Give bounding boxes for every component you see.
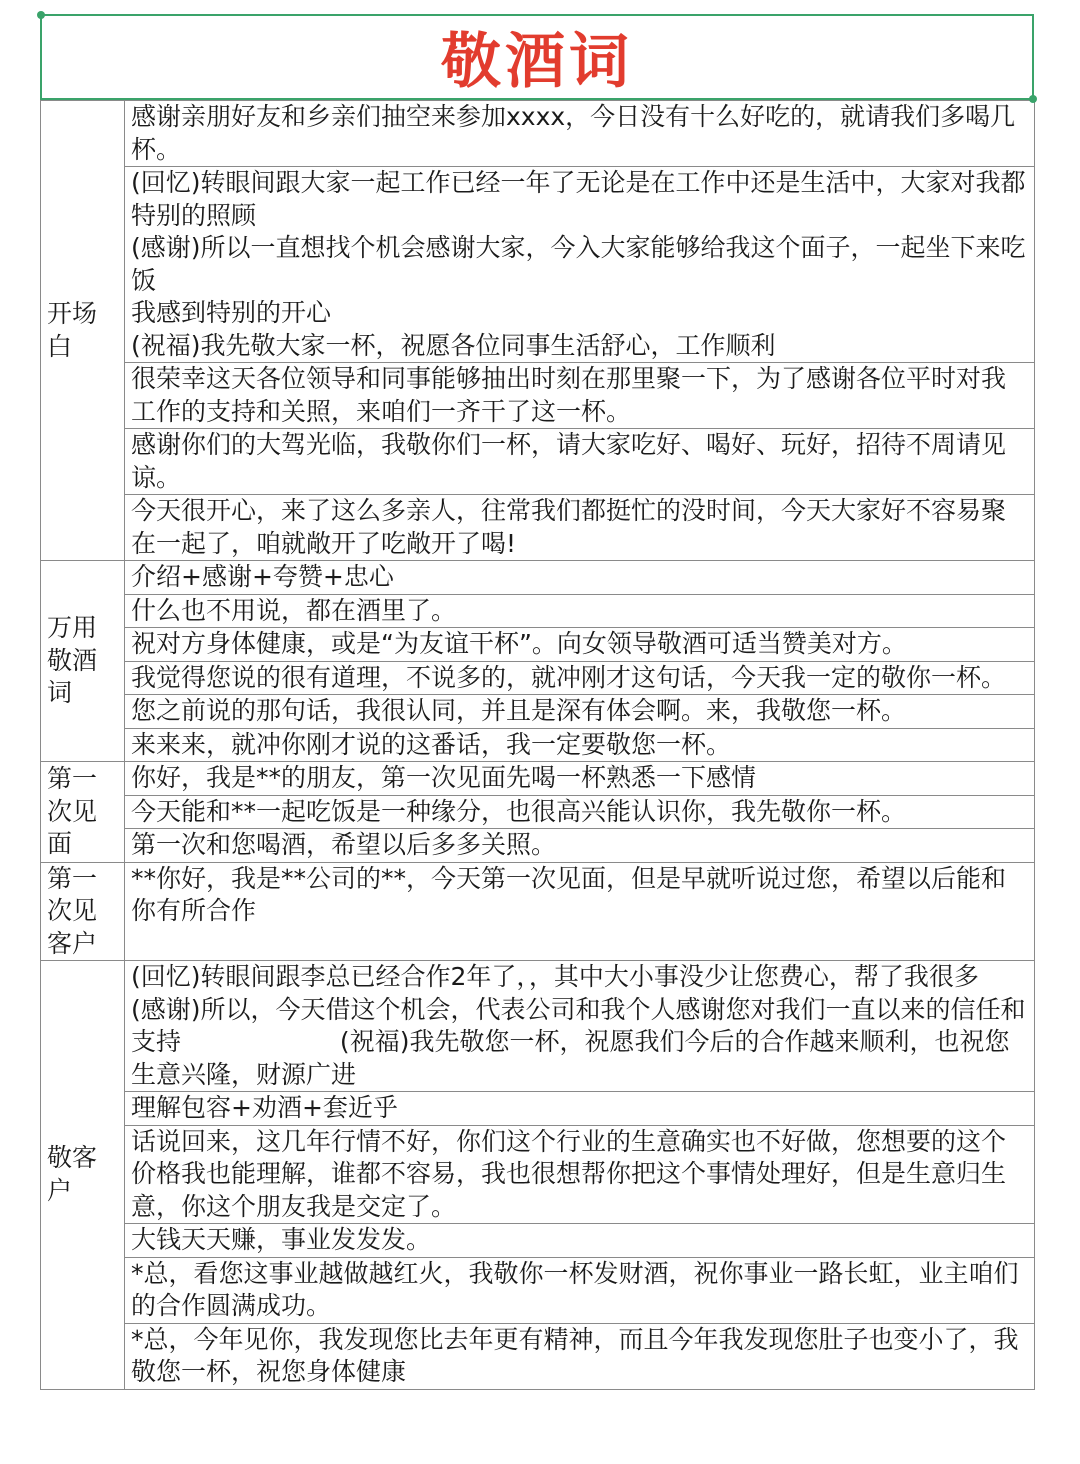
table-row — [41, 728, 1035, 762]
table-row — [41, 862, 1035, 961]
phrase-cell: *总，看您这事业越做越红火，我敬你一杯发财酒，祝你事业一路长虹，业主咱们的合作圆满成功。 — [125, 1257, 1035, 1323]
phrase-cell: *总，今年见你，我发现您比去年更有精神，而且今年我发现您肚子也变小了，我敬您一杯，祝您身体健康 — [125, 1323, 1035, 1389]
table-row — [41, 829, 1035, 863]
table-body — [41, 101, 1035, 1390]
table-row — [41, 1224, 1035, 1258]
phrase-cell: 很荣幸这天各位领导和同事能够抽出时刻在那里聚一下，为了感谢各位平时对我工作的支持和关照，来咱们一齐干了这一杯。 — [125, 363, 1035, 429]
phrase-cell: 你好，我是**的朋友，第一次见面先喝一杯熟悉一下感情 — [125, 762, 1035, 796]
page-title: 敬酒词 — [441, 27, 633, 97]
document-sheet — [40, 14, 1034, 1390]
table-row — [41, 1092, 1035, 1126]
phrase-cell: 理解包容+劝酒+套近乎 — [125, 1092, 1035, 1126]
table-row — [41, 495, 1035, 561]
table-row — [41, 1257, 1035, 1323]
table-row — [41, 661, 1035, 695]
table-row — [41, 628, 1035, 662]
category-cell: 开场白 — [41, 101, 125, 561]
phrase-cell: 感谢你们的大驾光临，我敬你们一杯，请大家吃好、喝好、玩好，招待不周请见谅。 — [125, 429, 1035, 495]
category-cell: 第一次见客户 — [41, 862, 125, 961]
phrase-cell: 来来来，就冲你刚才说的这番话，我一定要敬您一杯。 — [125, 728, 1035, 762]
phrase-cell: 感谢亲朋好友和乡亲们抽空来参加xxxx，今日没有十么好吃的，就请我们多喝几杯。 — [125, 101, 1035, 167]
table-row — [41, 167, 1035, 363]
table-row — [41, 1125, 1035, 1224]
phrase-cell: (回忆)转眼间跟大家一起工作已经一年了无论是在工作中还是生活中，大家对我都特别的照顾 (感谢)所以一直想找个机会感谢大家，今入大家能够给我这个面子，一起坐下来吃饭 我感到特别的开心 (祝福)我先敬大家一杯，祝愿各位同事生活舒心，工作顺利 — [125, 167, 1035, 363]
phrase-cell: 介绍+感谢+夸赞+忠心 — [125, 561, 1035, 595]
table-row — [41, 762, 1035, 796]
table-row — [41, 363, 1035, 429]
phrase-cell: 今天很开心，来了这么多亲人，往常我们都挺忙的没时间，今天大家好不容易聚在一起了，咱就敞开了吃敞开了喝! — [125, 495, 1035, 561]
title-box — [40, 14, 1034, 100]
phrase-cell: (回忆)转眼间跟李总已经合作2年了，，其中大小事没少让您费心，帮了我很多 (感谢)所以，今天借这个机会，代表公司和我个人感谢您对我们一直以来的信任和支持 (祝福)我先敬您一杯，祝愿我们今后的合作越来顺利，也祝您生意兴隆，财源广进 — [125, 961, 1035, 1092]
phrase-cell: 祝对方身体健康，或是“为友谊干杯”。向女领导敬酒可适当赞美对方。 — [125, 628, 1035, 662]
table-row — [41, 1323, 1035, 1389]
phrase-cell: 什么也不用说，都在酒里了。 — [125, 594, 1035, 628]
table-row — [41, 961, 1035, 1092]
toast-table — [40, 100, 1035, 1390]
phrase-cell: 第一次和您喝酒，希望以后多多关照。 — [125, 829, 1035, 863]
category-cell: 第一次见面 — [41, 762, 125, 863]
phrase-cell: 大钱天天赚，事业发发发。 — [125, 1224, 1035, 1258]
table-row — [41, 594, 1035, 628]
table-row — [41, 795, 1035, 829]
phrase-cell: 您之前说的那句话，我很认同，并且是深有体会啊。来，我敬您一杯。 — [125, 695, 1035, 729]
phrase-cell: 话说回来，这几年行情不好，你们这个行业的生意确实也不好做，您想要的这个价格我也能理解，谁都不容易，我也很想帮你把这个事情处理好，但是生意归生意，你这个朋友我是交定了。 — [125, 1125, 1035, 1224]
table-row — [41, 561, 1035, 595]
category-cell: 敬客户 — [41, 961, 125, 1390]
table-row — [41, 695, 1035, 729]
category-cell: 万用敬酒词 — [41, 561, 125, 762]
phrase-cell: 今天能和**一起吃饭是一种缘分，也很高兴能认识你，我先敬你一杯。 — [125, 795, 1035, 829]
table-row — [41, 101, 1035, 167]
phrase-cell: **你好，我是**公司的**，今天第一次见面，但是早就听说过您，希望以后能和你有所合作 — [125, 862, 1035, 961]
phrase-cell: 我觉得您说的很有道理，不说多的，就冲刚才这句话，今天我一定的敬你一杯。 — [125, 661, 1035, 695]
table-row — [41, 429, 1035, 495]
